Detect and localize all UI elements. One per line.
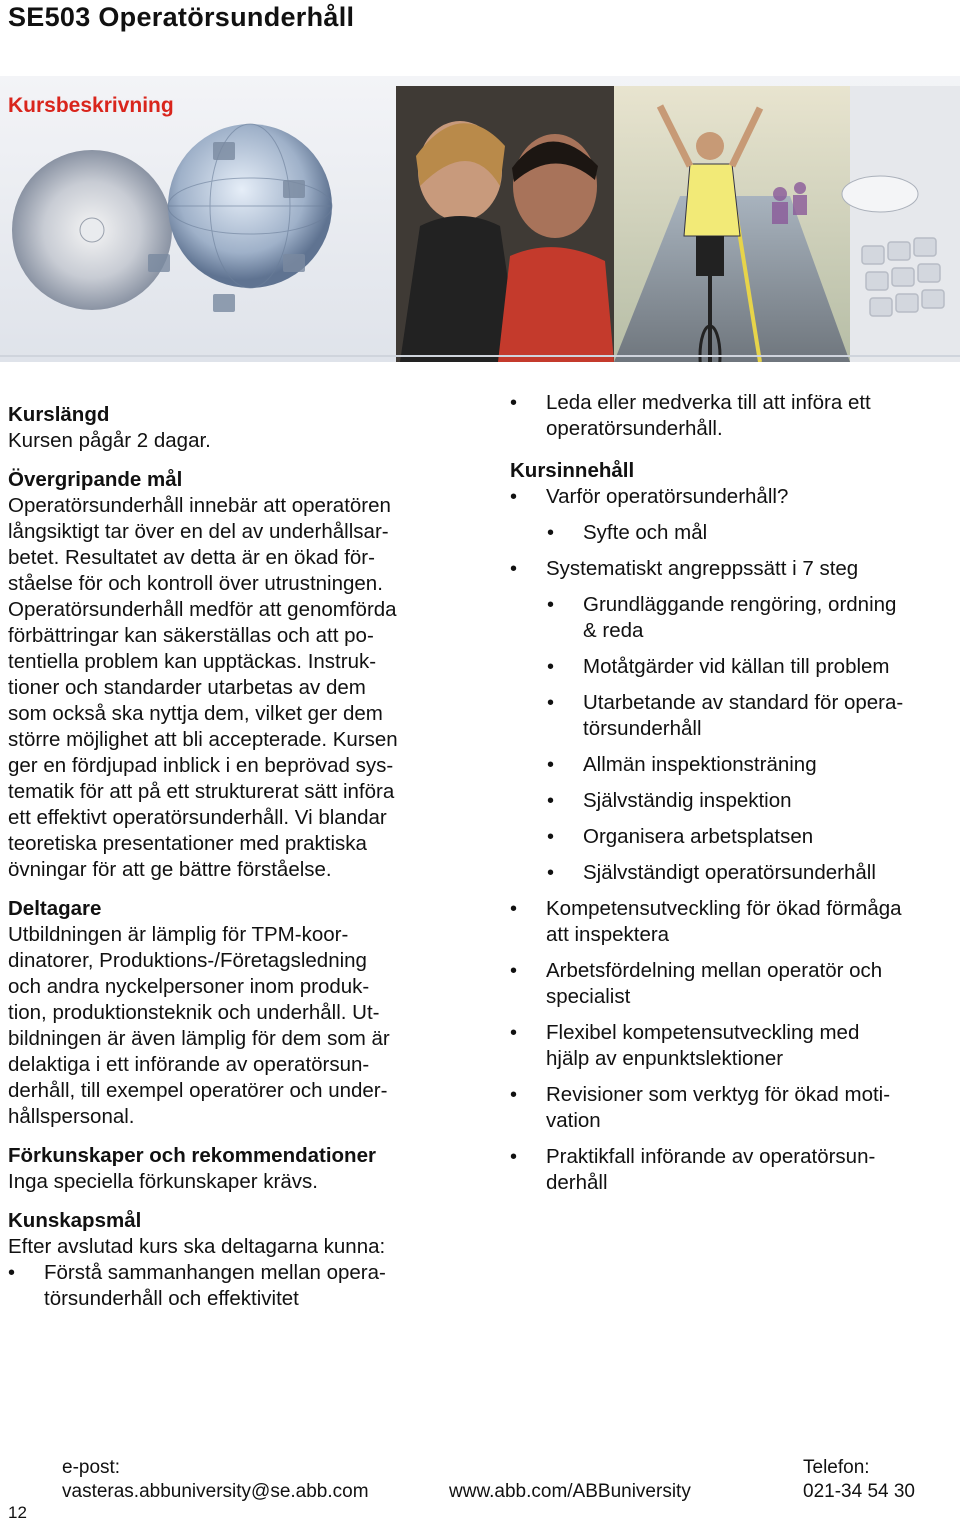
bullet-line: vation	[546, 1109, 601, 1132]
forkunskaper-text: Inga speciella förkunskaper krävs.	[8, 1170, 318, 1193]
right-column	[510, 390, 950, 1206]
bullet-line: • Leda eller medverka till att införa ett	[546, 391, 871, 414]
bullet-line: • Syfte och mål	[583, 521, 708, 544]
mal-line: ger en fördjupad inblick i en beprövad sys-	[8, 754, 394, 777]
web-link[interactable]: www.abb.com/ABBuniversity	[449, 1481, 691, 1502]
kunskapsmal-bullet	[8, 1260, 448, 1312]
kunskapsmal-heading: Kunskapsmål	[8, 1209, 142, 1232]
forkunskaper-heading: Förkunskaper och rekommendationer	[8, 1144, 376, 1167]
content-bullet	[510, 1082, 950, 1134]
mal-line: långsiktigt tar över en del av underhållsar-	[8, 520, 389, 543]
mal-line: tematik för att på ett strukturerat sätt införa	[8, 780, 395, 803]
mal-line: ståelse för och kontroll över utrustningen.	[8, 572, 383, 595]
kunskapsmal-bullet-line: törsunderhåll och effektivitet	[44, 1287, 299, 1310]
mal-line: Operatörsunderhåll medför att genomförda	[8, 598, 397, 621]
bullet-line: • Organisera arbetsplatsen	[583, 825, 814, 848]
deltagare-line: dinatorer, Produktions-/Företagsledning	[8, 949, 367, 972]
deltagare-line: delaktiga i ett införande av operatörsun-	[8, 1053, 370, 1076]
page-number: 12	[8, 1503, 27, 1522]
deltagare-line: Utbildningen är lämplig för TPM-koor-	[8, 923, 349, 946]
bullet-line: • Praktikfall införande av operatörsun-	[546, 1145, 876, 1168]
mal-line: betet. Resultatet av detta är en ökad för-	[8, 546, 375, 569]
mal-line: förbättringar kan säkerställas och att po-	[8, 624, 374, 647]
kurslangd-text: Kursen pågår 2 dagar.	[8, 429, 211, 452]
bullet-line: derhåll	[546, 1171, 608, 1194]
content-subbullet	[510, 860, 950, 886]
bullet-line: • Allmän inspektionsträning	[583, 753, 817, 776]
bullet-line: specialist	[546, 985, 631, 1008]
deltagare-line: och andra nyckelpersoner inom produk-	[8, 975, 370, 998]
bullet-line: • Kompetensutveckling för ökad förmåga	[546, 897, 902, 920]
kunskapsmal-text: Efter avslutad kurs ska deltagarna kunna:	[8, 1235, 386, 1258]
deltagare-heading: Deltagare	[8, 897, 102, 920]
bullet-line: • Systematiskt angreppssätt i 7 steg	[546, 557, 859, 580]
page-title: SE503 Operatörsunderhåll	[8, 2, 355, 32]
deltagare-text	[8, 922, 448, 1130]
bullet-line: operatörsunderhåll.	[546, 417, 723, 440]
bullet-line: • Arbetsfördelning mellan operatör och	[546, 959, 883, 982]
deltagare-line: derhåll, till exempel operatörer och under-	[8, 1079, 388, 1102]
content-subbullet	[510, 654, 950, 680]
email-label: e-post:	[62, 1457, 121, 1478]
bullet-line: hjälp av enpunktslektioner	[546, 1047, 784, 1070]
mal-heading: Övergripande mål	[8, 468, 183, 491]
deltagare-line: hållspersonal.	[8, 1105, 135, 1128]
content-bullet	[510, 1020, 950, 1072]
mal-line: teoretiska presentationer med praktiska	[8, 832, 367, 855]
mal-line: som också ska nyttja dem, vilket ger dem	[8, 702, 383, 725]
content-subbullet	[510, 788, 950, 814]
kurslangd-heading: Kurslängd	[8, 403, 110, 426]
content-bullet	[510, 958, 950, 1010]
kunskapsmal-bullet-continued	[510, 390, 950, 442]
content-subbullet	[510, 752, 950, 778]
bullet-line: • Varför operatörsunderhåll?	[546, 485, 789, 508]
content-bullet	[510, 484, 950, 510]
bullet-line: • Utarbetande av standard för opera-	[583, 691, 904, 714]
content-subbullet	[510, 592, 950, 644]
content-subbullet	[510, 520, 950, 546]
kunskapsmal-bullet-line: • Förstå sammanhangen mellan opera-	[44, 1261, 386, 1284]
bullet-line: • Flexibel kompetensutveckling med	[546, 1021, 860, 1044]
bullet-line: • Grundläggande rengöring, ordning	[583, 593, 897, 616]
content-subbullet	[510, 824, 950, 850]
content-bullet	[510, 896, 950, 948]
phone-label: Telefon:	[803, 1457, 870, 1478]
bullet-line: • Motåtgärder vid källan till problem	[583, 655, 890, 678]
mal-line: övningar för att ge bättre förståelse.	[8, 858, 332, 881]
content-subbullet	[510, 690, 950, 742]
content-bullet	[510, 1144, 950, 1196]
bullet-line: • Självständig inspektion	[583, 789, 792, 812]
bullet-line: • Revisioner som verktyg för ökad moti-	[546, 1083, 891, 1106]
content-bullet	[510, 556, 950, 582]
email-link[interactable]: vasteras.abbuniversity@se.abb.com	[62, 1481, 369, 1502]
bullet-line: törsunderhåll	[583, 717, 702, 740]
banner-image	[0, 76, 960, 362]
phone-number: 021-34 54 30	[803, 1481, 915, 1502]
mal-line: tioner och standarder utarbetas av dem	[8, 676, 366, 699]
bullet-line: att inspektera	[546, 923, 670, 946]
bullet-line: • Självständigt operatörsunderhåll	[583, 861, 876, 884]
deltagare-line: tion, produktionsteknik och underhåll. Ut-	[8, 1001, 380, 1024]
deltagare-line: bildningen är även lämplig för dem som är	[8, 1027, 390, 1050]
mal-line: större möjlighet att bli accepterade. Kursen	[8, 728, 398, 751]
mal-line: tentiella problem kan upptäckas. Instruk-	[8, 650, 377, 673]
mal-line: ett effektivt operatörsunderhåll. Vi blandar	[8, 806, 387, 829]
mal-text	[8, 493, 448, 883]
banner-heading: Kursbeskrivning	[8, 94, 174, 117]
mal-line: Operatörsunderhåll innebär att operatören	[8, 494, 391, 517]
left-column	[8, 402, 448, 1322]
kursinnehall-heading: Kursinnehåll	[510, 459, 635, 482]
bullet-line: & reda	[583, 619, 644, 642]
